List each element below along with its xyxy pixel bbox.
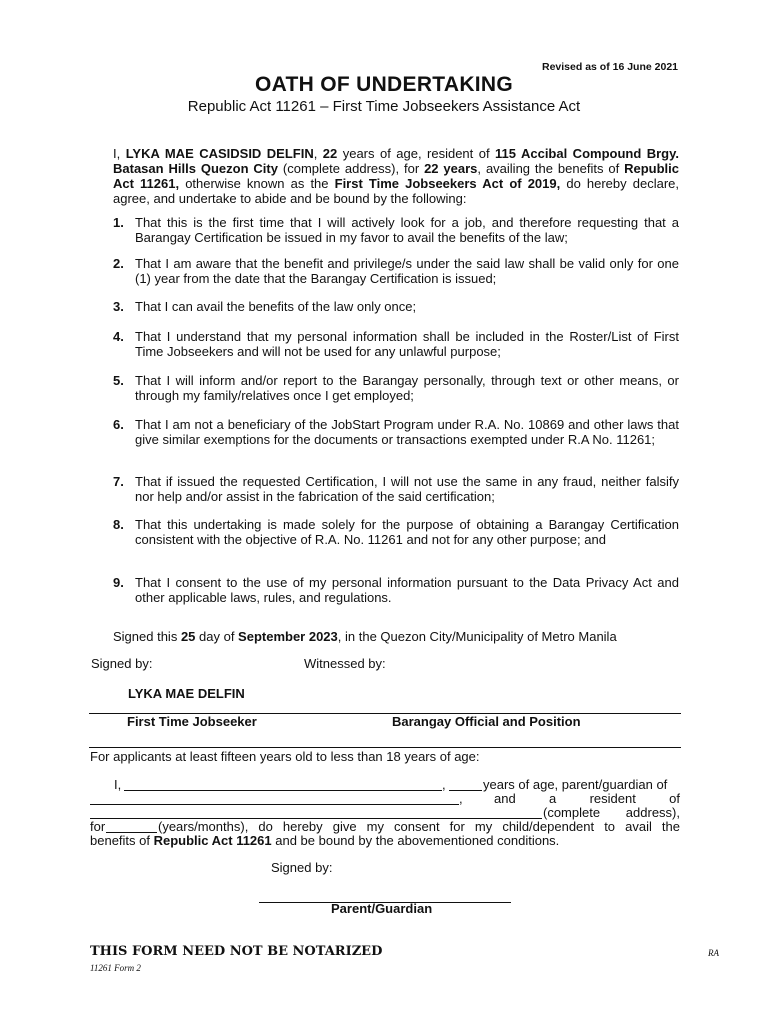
revision-date: Revised as of 16 June 2021: [542, 61, 678, 73]
section-divider: [89, 747, 681, 748]
document-subtitle: Republic Act 11261 – First Time Jobseekers Assistance Act: [187, 98, 581, 115]
minor-heading: For applicants at least fifteen years old to less than 18 years of age:: [90, 749, 480, 764]
intro-paragraph: I, LYKA MAE CASIDSID DELFIN, 22 years of age, resident of 115 Accibal Compound Brgy. Batasan Hills Quezon City (complete address), for 22 years, availing the benefits of Republic Act 11261, otherwise known as the First Time Jobseekers Act of 2019, do hereby declare, agree, and undertake to abide and be bound by the following:: [113, 146, 680, 206]
benefits-line: benefits of Republic Act 11261 and be bound by the abovementioned conditions.: [90, 833, 560, 848]
witnessed-by-label: Witnessed by:: [304, 656, 386, 671]
signing-month: September 2023: [238, 629, 338, 644]
jobseeker-label: First Time Jobseeker: [127, 714, 257, 729]
undertaking-item: 8. That this undertaking is made solely for the purpose of obtaining a Barangay Certification consistent with the objective of R.A. No. 11261 and not for any other purpose; and: [113, 517, 679, 547]
undertaking-item: 1. That this is the first time that I will actively look for a job, and therefore requesting that a Barangay Certification be issued in my favor to avail the benefits of the law;: [113, 215, 679, 245]
signed-by-label: Signed by:: [91, 656, 153, 671]
residency-years: 22 years: [424, 161, 478, 176]
undertaking-item: 6. That I am not a beneficiary of the JobStart Program under R.A. No. 10869 and other laws that give similar exemptions for the documents or transactions exempted under R.A No. 11261;: [113, 417, 679, 447]
applicant-name: LYKA MAE CASIDSID DELFIN: [125, 146, 314, 161]
undertaking-item: 3. That I can avail the benefits of the law only once;: [113, 299, 417, 314]
parent-signed-by-label: Signed by:: [271, 860, 333, 875]
notarization-notice: THIS FORM NEED NOT BE NOTARIZED: [90, 944, 383, 959]
undertaking-item: 2. That I am aware that the benefit and privilege/s under the said law shall be valid only for one (1) year from the date that the Barangay Certification is issued;: [113, 256, 679, 286]
undertaking-item: 7. That if issued the requested Certification, I will not use the same in any fraud, neither falsify nor help and/or assist in the fabrication of the said certification;: [113, 474, 679, 504]
applicant-age: 22: [322, 146, 338, 161]
undertaking-item: 4. That I understand that my personal information shall be included in the Roster/List of First Time Jobseekers and will not be used for any unlawful purpose;: [113, 329, 679, 359]
applicant-address: 115 Accibal Compound Brgy. Batasan Hills Quezon City: [113, 146, 679, 176]
official-label: Barangay Official and Position: [392, 714, 581, 729]
jobseeker-signature-name: LYKA MAE DELFIN: [128, 686, 245, 701]
signing-date-line: Signed this 25 day of September 2023, in the Quezon City/Municipality of Metro Manila: [113, 629, 617, 644]
parent-age-field[interactable]: [449, 790, 482, 791]
undertaking-item: 9. That I consent to the use of my personal information pursuant to the Data Privacy Act and other applicable laws, rules, and regulations.: [113, 575, 679, 605]
signing-day: 25: [180, 629, 196, 644]
parent-name-field[interactable]: [124, 790, 442, 791]
initials: RA: [708, 948, 719, 958]
form-number: 11261 Form 2: [90, 963, 141, 973]
document-title: OATH OF UNDERTAKING: [254, 73, 514, 96]
undertaking-item: 5. That I will inform and/or report to the Barangay personally, through text or other means, or through my family/relatives once I get employed;: [113, 373, 679, 403]
child-name-field[interactable]: [90, 804, 459, 805]
parent-guardian-label: Parent/Guardian: [331, 901, 433, 916]
